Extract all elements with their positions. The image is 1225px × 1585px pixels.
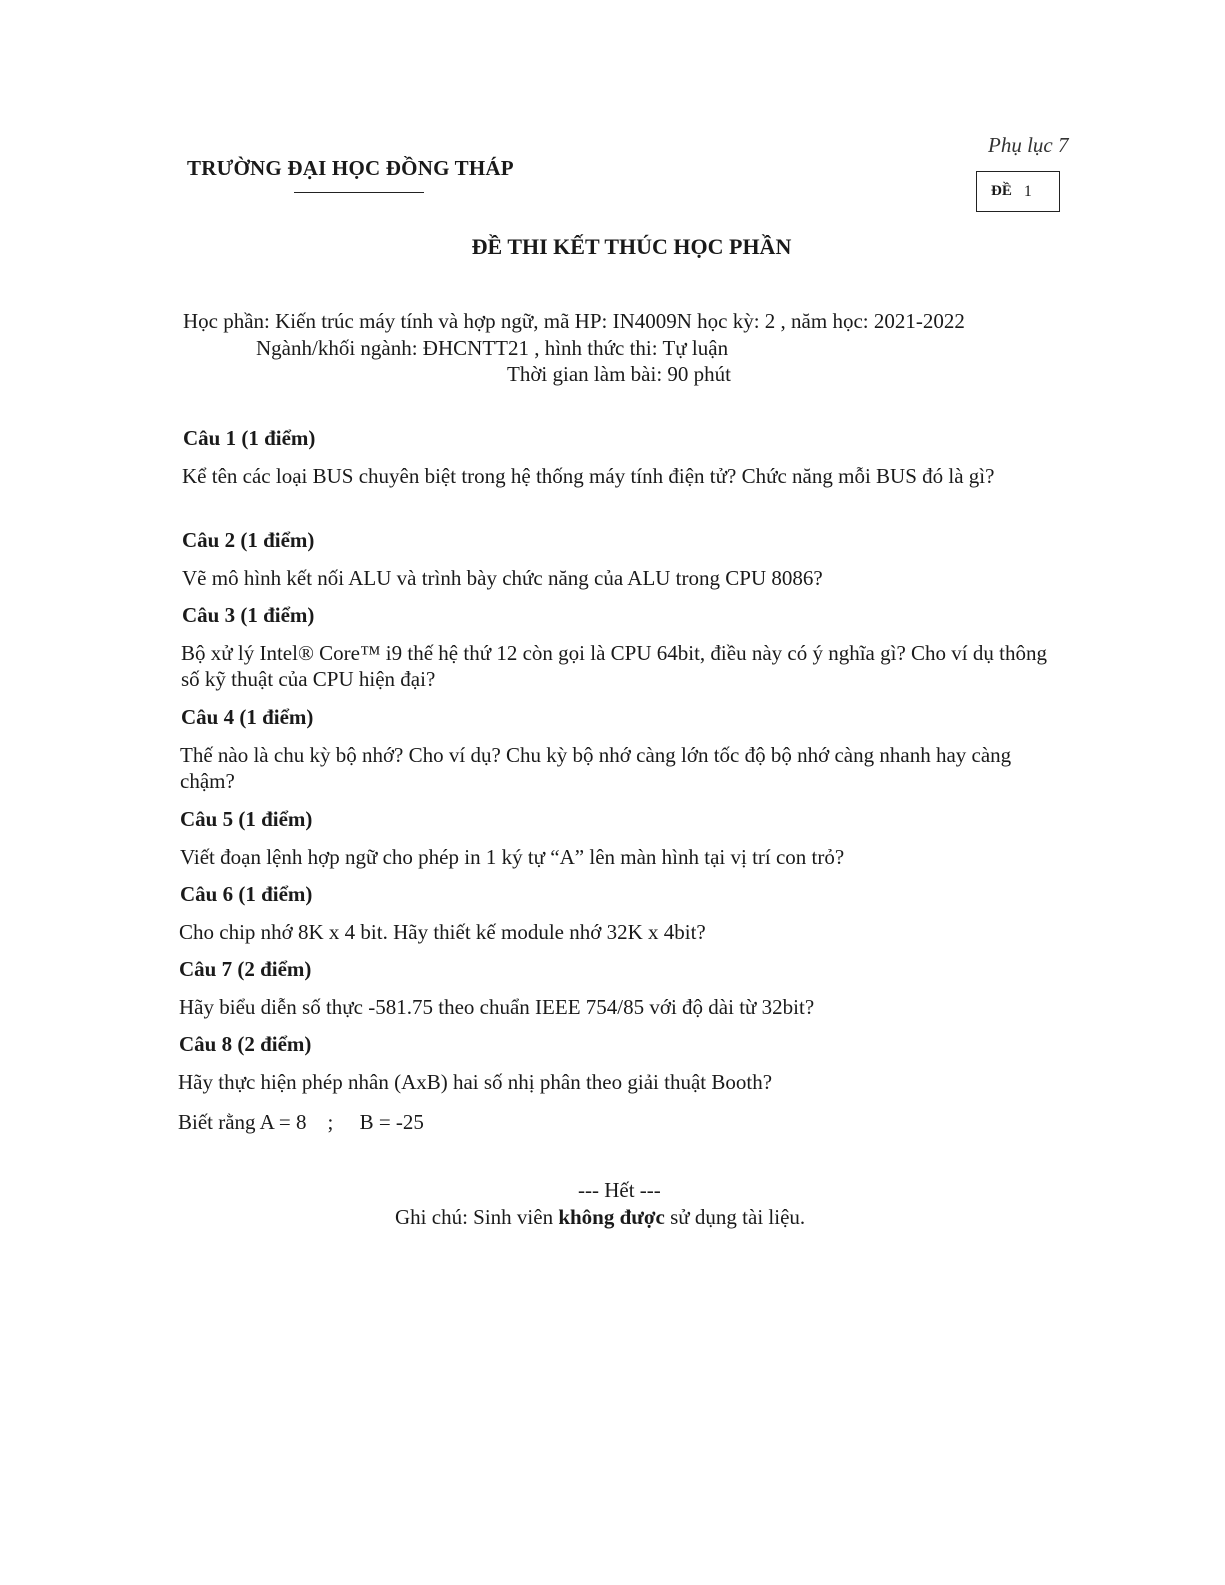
exam-title: ĐỀ THI KẾT THÚC HỌC PHẦN bbox=[471, 234, 792, 259]
question-7-text: Hãy biểu diễn số thực -581.75 theo chuẩn IEEE 754/85 với độ dài từ 32bit? bbox=[179, 995, 815, 1019]
exam-code-label: ĐỀ bbox=[991, 183, 1012, 199]
exam-code-box bbox=[976, 171, 1060, 212]
question-7-title: Câu 7 (2 điểm) bbox=[179, 957, 312, 981]
question-4-title: Câu 4 (1 điểm) bbox=[181, 705, 314, 729]
note-bold: không được bbox=[558, 1205, 665, 1229]
end-mark: --- Hết --- bbox=[578, 1178, 661, 1202]
appendix-label: Phụ lục 7 bbox=[988, 133, 1069, 157]
course-info: Học phần: Kiến trúc máy tính và hợp ngữ, mã HP: IN4009N học kỳ: 2 , năm học: 2021-2022 bbox=[183, 309, 965, 333]
question-1-title: Câu 1 (1 điểm) bbox=[183, 426, 316, 450]
time-info: Thời gian làm bài: 90 phút bbox=[507, 362, 731, 386]
question-2-text: Vẽ mô hình kết nối ALU và trình bày chức năng của ALU trong CPU 8086? bbox=[182, 566, 823, 590]
note-suffix: sử dụng tài liệu. bbox=[664, 1205, 806, 1229]
question-4-text: Thế nào là chu kỳ bộ nhớ? Cho ví dụ? Chu kỳ bộ nhớ càng lớn tốc độ bộ nhớ càng nhanh hay càng chậm? bbox=[180, 743, 1012, 793]
footer-note bbox=[395, 1205, 805, 1230]
school-underline bbox=[294, 192, 424, 193]
question-3-text: Bộ xử lý Intel® Core™ i9 thế hệ thứ 12 còn gọi là CPU 64bit, điều này có ý nghĩa gì? Cho ví dụ thông số kỹ thuật của CPU hiện đại? bbox=[181, 641, 1047, 691]
note-prefix: Ghi chú: Sinh viên bbox=[395, 1205, 559, 1229]
exam-code-number: 1 bbox=[1023, 182, 1032, 200]
question-2-title: Câu 2 (1 điểm) bbox=[182, 528, 315, 552]
question-8-title: Câu 8 (2 điểm) bbox=[179, 1032, 312, 1056]
question-3-title: Câu 3 (1 điểm) bbox=[182, 603, 315, 627]
question-1-text: Kể tên các loại BUS chuyên biệt trong hệ thống máy tính điện tử? Chức năng mỗi BUS đó là gì? bbox=[182, 464, 995, 488]
question-8-extra: Biết rằng A = 8 ; B = -25 bbox=[178, 1110, 424, 1134]
school-name: TRƯỜNG ĐẠI HỌC ĐỒNG THÁP bbox=[187, 156, 514, 180]
question-6-title: Câu 6 (1 điểm) bbox=[180, 882, 313, 906]
question-8-text: Hãy thực hiện phép nhân (AxB) hai số nhị phân theo giải thuật Booth? bbox=[178, 1070, 773, 1094]
question-5-text: Viết đoạn lệnh hợp ngữ cho phép in 1 ký tự “A” lên màn hình tại vị trí con trỏ? bbox=[180, 845, 845, 869]
major-info: Ngành/khối ngành: ĐHCNTT21 , hình thức thi: Tự luận bbox=[256, 336, 729, 360]
question-6-text: Cho chip nhớ 8K x 4 bit. Hãy thiết kế module nhớ 32K x 4bit? bbox=[179, 920, 706, 944]
question-5-title: Câu 5 (1 điểm) bbox=[180, 807, 313, 831]
